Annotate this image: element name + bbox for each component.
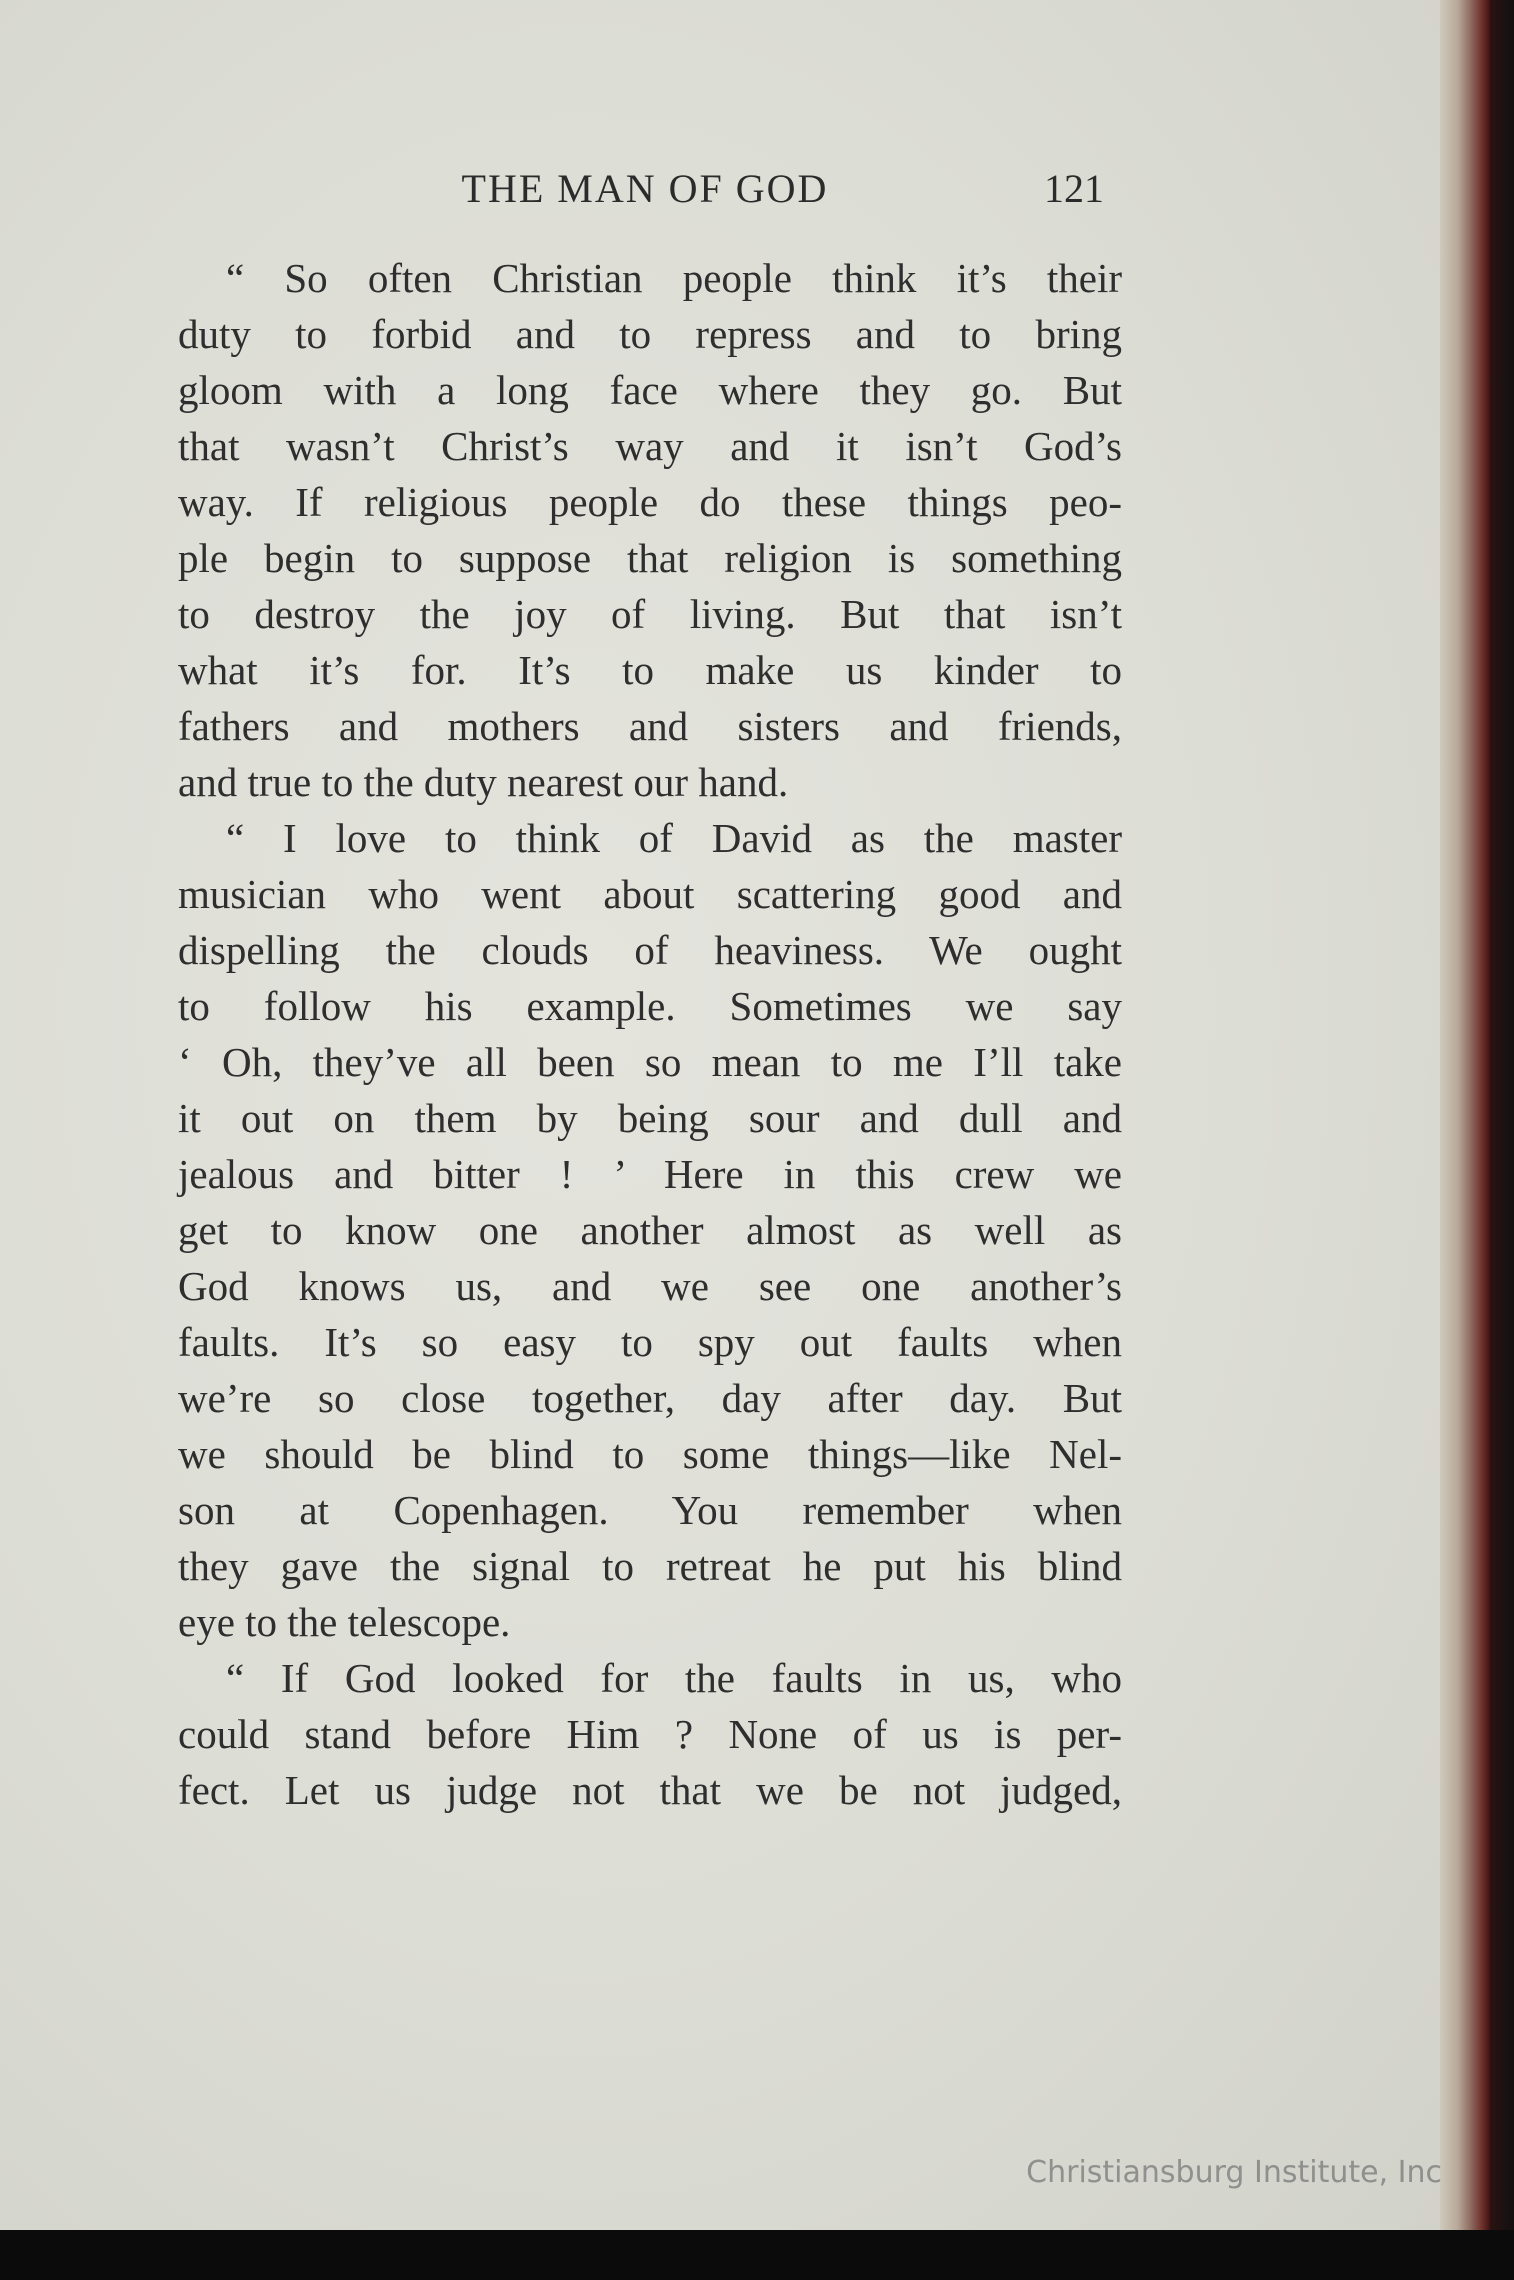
text-line: musician who went about scattering good and bbox=[178, 871, 1122, 917]
text-line: what it’s for. It’s to make us kinder to bbox=[178, 647, 1122, 693]
text-line: and true to the duty nearest our hand. bbox=[178, 759, 789, 805]
watermark: Christiansburg Institute, Inc bbox=[1026, 2155, 1442, 2190]
text-line: duty to forbid and to repress and to bring bbox=[178, 311, 1122, 357]
book-cover-edge bbox=[1490, 0, 1514, 2230]
text-line: jealous and bitter ! ’ Here in this crew we bbox=[178, 1151, 1122, 1197]
text-line: to destroy the joy of living. But that isn’t bbox=[178, 591, 1122, 637]
text-line: “ So often Christian people think it’s their bbox=[226, 255, 1122, 301]
text-line: get to know one another almost as well as bbox=[178, 1207, 1122, 1253]
text-line: they gave the signal to retreat he put his blind bbox=[178, 1543, 1122, 1589]
text-line: son at Copenhagen. You remember when bbox=[178, 1487, 1122, 1533]
text-line: we’re so close together, day after day. But bbox=[178, 1375, 1122, 1421]
bottom-background bbox=[0, 2230, 1514, 2280]
book-spine-edge bbox=[1440, 0, 1490, 2230]
text-line: dispelling the clouds of heaviness. We ought bbox=[178, 927, 1122, 973]
page-number: 121 bbox=[1044, 166, 1104, 211]
text-line: “ If God looked for the faults in us, who bbox=[226, 1655, 1122, 1701]
text-line: to follow his example. Sometimes we say bbox=[178, 983, 1122, 1029]
text-line: eye to the telescope. bbox=[178, 1599, 511, 1645]
text-line: that wasn’t Christ’s way and it isn’t God’s bbox=[178, 423, 1122, 469]
text-line: ple begin to suppose that religion is something bbox=[178, 535, 1122, 581]
running-head bbox=[0, 165, 1514, 225]
text-line: fathers and mothers and sisters and friends, bbox=[178, 703, 1122, 749]
text-line: fect. Let us judge not that we be not judged, bbox=[178, 1767, 1122, 1813]
text-line: God knows us, and we see one another’s bbox=[178, 1263, 1122, 1309]
text-line: ‘ Oh, they’ve all been so mean to me I’ll take bbox=[178, 1039, 1122, 1085]
text-line: could stand before Him ? None of us is per- bbox=[178, 1711, 1122, 1757]
text-line: gloom with a long face where they go. But bbox=[178, 367, 1122, 413]
text-line: faults. It’s so easy to spy out faults when bbox=[178, 1319, 1122, 1365]
running-title: THE MAN OF GOD bbox=[461, 166, 829, 211]
text-line: it out on them by being sour and dull and bbox=[178, 1095, 1122, 1141]
text-line: “ I love to think of David as the master bbox=[226, 815, 1122, 861]
text-line: we should be blind to some things—like Nel- bbox=[178, 1431, 1122, 1477]
body-text bbox=[178, 250, 1122, 1818]
text-line: way. If religious people do these things peo- bbox=[178, 479, 1122, 525]
